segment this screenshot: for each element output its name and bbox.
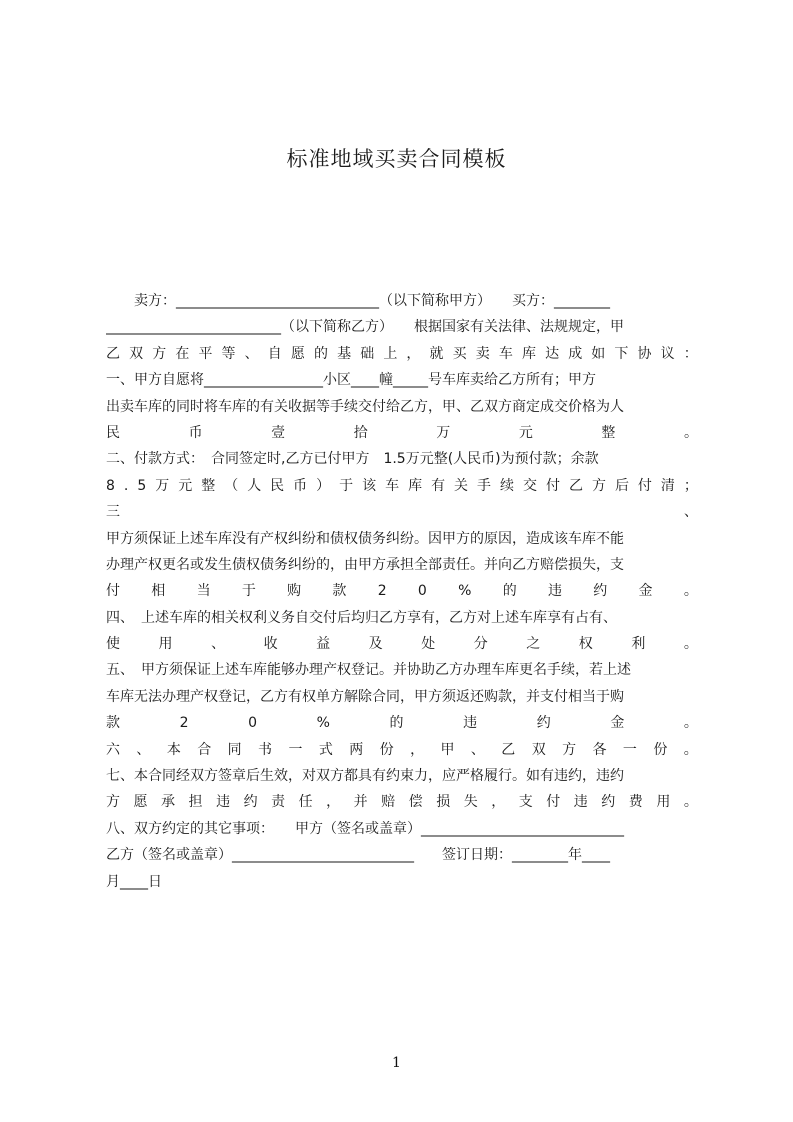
line-char: 整 — [201, 477, 216, 494]
line-char: 下 — [614, 345, 629, 362]
line-char: 清 — [660, 477, 675, 494]
line-char: 础 — [360, 345, 375, 362]
line-char: 该 — [362, 477, 377, 494]
line-char: 相 — [151, 583, 166, 600]
contract-line — [106, 473, 698, 499]
line-char: 。 — [683, 424, 698, 441]
line-char: 权 — [578, 636, 593, 653]
line-char: 之 — [526, 636, 541, 653]
line-char: 份 — [653, 741, 668, 758]
line-char: 及 — [368, 636, 383, 653]
line-char: 卖 — [475, 345, 490, 362]
line-char: 双 — [531, 741, 546, 758]
line-char: 任 — [298, 794, 313, 811]
line-char: 利 — [631, 636, 646, 653]
line-char: 收 — [263, 636, 278, 653]
line-char: 的 — [502, 583, 517, 600]
contract-line: 七、本合同经双方签章后生效，对双方都具有约束力，应严格履行。如有违约，违约 — [106, 768, 624, 785]
contract-line: 四、 上述车库的相关权利义务自交付后均归乙方享有，乙方对上述车库享有占有、 — [106, 609, 617, 626]
contract-line — [106, 499, 698, 525]
line-char: 车 — [498, 345, 513, 362]
page-title: 标准地域买卖合同模板 — [286, 147, 507, 171]
line-char: 金 — [610, 715, 625, 732]
line-char: 车 — [385, 477, 400, 494]
line-char: 。 — [683, 741, 698, 758]
line-char: ） — [316, 477, 331, 494]
line-char: 益 — [316, 636, 331, 653]
contract-line — [106, 420, 698, 446]
line-char: 使 — [106, 636, 120, 653]
contract-line: 出卖车库的同时将车库的有关收据等手续交付给乙方，甲、乙双方商定成交价格为人 — [106, 398, 624, 415]
line-char: 违 — [463, 715, 478, 732]
line-char: ； — [683, 477, 698, 494]
contract-line: 八、双方约定的其它事项： 甲方（签名或盖章）_____________________________ — [106, 820, 624, 837]
line-char: 币 — [188, 424, 203, 441]
line-char: 方 — [106, 794, 120, 811]
line-char: 2 — [179, 715, 189, 732]
contract-line: 车库无法办理产权登记，乙方有权单方解除合同，甲方须返还购款，并支付相当于购 — [106, 688, 624, 705]
line-char: 约 — [536, 715, 551, 732]
line-char: 金 — [638, 583, 653, 600]
line-char: 书 — [258, 741, 273, 758]
line-char: 用 — [158, 636, 173, 653]
contract-line — [106, 710, 698, 736]
line-char: 约 — [243, 794, 258, 811]
line-char: 赔 — [381, 794, 396, 811]
line-char: 议 — [660, 345, 675, 362]
line-char: 、 — [136, 741, 151, 758]
line-char: 付 — [546, 794, 561, 811]
contract-line — [106, 737, 698, 763]
line-char: 方 — [591, 477, 606, 494]
line-char: 0 — [417, 583, 427, 600]
line-char: ， — [326, 794, 341, 811]
line-char: 合 — [197, 741, 212, 758]
line-char: . — [123, 477, 129, 494]
line-char: 用 — [656, 794, 671, 811]
line-char: 8 — [106, 477, 115, 494]
line-char: ， — [491, 794, 506, 811]
contract-line: _________________________（以下简称乙方） 根据国家有关法律、法规规定，甲 — [106, 319, 624, 336]
line-char: 于 — [241, 583, 256, 600]
line-char: 购 — [287, 583, 302, 600]
line-char: 分 — [473, 636, 488, 653]
line-char: 整 — [601, 424, 616, 441]
line-char: 后 — [614, 477, 629, 494]
line-char: 。 — [683, 715, 698, 732]
contract-line: 五、 甲方须保证上述车库能够办理产权登记。并协助乙方办理车库更名手续，若上述 — [106, 662, 631, 679]
line-char: 、 — [211, 636, 226, 653]
line-char: 责 — [271, 794, 286, 811]
line-char: 人 — [247, 477, 262, 494]
line-char: 一 — [622, 741, 637, 758]
line-char: 付 — [545, 477, 560, 494]
line-char: 手 — [477, 477, 492, 494]
line-char: % — [458, 583, 472, 600]
line-char: 约 — [601, 794, 616, 811]
line-char: 愿 — [290, 345, 305, 362]
line-char: 支 — [518, 794, 533, 811]
line-char: ， — [406, 345, 421, 362]
line-char: 库 — [521, 345, 536, 362]
line-char: 。 — [683, 794, 698, 811]
line-char: 付 — [106, 583, 120, 600]
line-char: 违 — [216, 794, 231, 811]
line-char: 平 — [198, 345, 213, 362]
line-char: 自 — [267, 345, 282, 362]
line-char: 。 — [683, 583, 698, 600]
line-char: 乙 — [568, 477, 583, 494]
line-char: 承 — [161, 794, 176, 811]
line-char: 三 — [106, 504, 120, 521]
line-char: 库 — [408, 477, 423, 494]
line-char: 式 — [318, 741, 333, 758]
line-char: 同 — [227, 741, 242, 758]
line-char: 交 — [523, 477, 537, 494]
line-char: 乙 — [106, 345, 120, 362]
contract-line: 月____日 — [106, 873, 162, 890]
line-char: 费 — [628, 794, 643, 811]
line-char: 款 — [332, 583, 347, 600]
line-char: ， — [410, 741, 425, 758]
contract-line — [106, 578, 698, 604]
line-char: 份 — [379, 741, 394, 758]
line-char: 在 — [175, 345, 190, 362]
line-char: 甲 — [440, 741, 455, 758]
line-char: 币 — [293, 477, 308, 494]
line-char: 约 — [593, 583, 608, 600]
line-char: 于 — [339, 477, 354, 494]
line-char: 方 — [562, 741, 577, 758]
line-char: 处 — [421, 636, 436, 653]
line-char: 有 — [431, 477, 446, 494]
contract-line: 二、付款方式： 合同签定时,乙方已付甲方 1.5万元整(人民币)为预付款；余款 — [106, 451, 599, 468]
line-char: 如 — [591, 345, 606, 362]
line-char: 付 — [637, 477, 652, 494]
line-char: 达 — [545, 345, 560, 362]
line-char: 本 — [166, 741, 181, 758]
line-char: 万 — [155, 477, 170, 494]
line-char: 愿 — [133, 794, 148, 811]
contract-line — [106, 789, 698, 815]
line-char: 当 — [196, 583, 211, 600]
line-char: 5 — [137, 477, 147, 494]
line-char: 民 — [106, 424, 120, 441]
line-char: % — [316, 715, 330, 732]
line-char: （ — [224, 477, 239, 494]
line-char: 拾 — [353, 424, 368, 441]
line-char: 乙 — [501, 741, 516, 758]
contract-line: 办理产权更名或发生债权债务纠纷的，由甲方承担全部责任。并向乙方赔偿损失，支 — [106, 556, 624, 573]
line-char: 买 — [452, 345, 467, 362]
line-char: 损 — [436, 794, 451, 811]
line-char: 万 — [436, 424, 451, 441]
line-char: 、 — [684, 504, 698, 521]
line-char: 成 — [568, 345, 583, 362]
line-char: 就 — [429, 345, 444, 362]
line-char: 方 — [152, 345, 167, 362]
line-char: 违 — [547, 583, 562, 600]
contract-line — [106, 341, 698, 367]
line-char: 违 — [573, 794, 588, 811]
line-char: 上 — [383, 345, 398, 362]
line-char: 款 — [106, 715, 120, 732]
line-char: 等 — [221, 345, 236, 362]
line-char: 的 — [389, 715, 404, 732]
line-char: 壹 — [271, 424, 286, 441]
line-char: 担 — [188, 794, 203, 811]
contract-line: 一、甲方自愿将_________________小区____幢_____号车库卖给乙方所有；甲方 — [106, 372, 596, 389]
page-number: 1 — [392, 1055, 401, 1071]
line-char: 各 — [592, 741, 607, 758]
line-char: 续 — [500, 477, 515, 494]
contract-line: 卖方：_____________________________（以下简称甲方） 买方：________ — [106, 293, 610, 309]
line-char: 元 — [178, 477, 193, 494]
line-char: 双 — [129, 345, 144, 362]
line-char: 关 — [454, 477, 469, 494]
contract-line: 乙方（签名或盖章）__________________________ 签订日期：________年____ — [106, 847, 610, 864]
line-char: 协 — [637, 345, 652, 362]
line-char: 民 — [270, 477, 285, 494]
contract-line — [106, 631, 698, 657]
line-char: 元 — [518, 424, 533, 441]
contract-body — [106, 288, 698, 895]
line-char: 一 — [288, 741, 303, 758]
line-char: 偿 — [408, 794, 423, 811]
line-char: ： — [683, 345, 698, 362]
contract-line: 甲方须保证上述车库没有产权纠纷和债权债务纠纷。因甲方的原因，造成该车库不能 — [106, 530, 624, 547]
line-char: 2 — [377, 583, 387, 600]
line-char: 、 — [244, 345, 259, 362]
line-char: 的 — [313, 345, 328, 362]
line-char: 基 — [337, 345, 352, 362]
line-char: 。 — [683, 636, 698, 653]
line-char: 并 — [353, 794, 368, 811]
line-char: 失 — [463, 794, 478, 811]
line-char: 两 — [349, 741, 364, 758]
line-char: 、 — [470, 741, 485, 758]
line-char: 0 — [248, 715, 258, 732]
line-char: 六 — [106, 741, 120, 758]
